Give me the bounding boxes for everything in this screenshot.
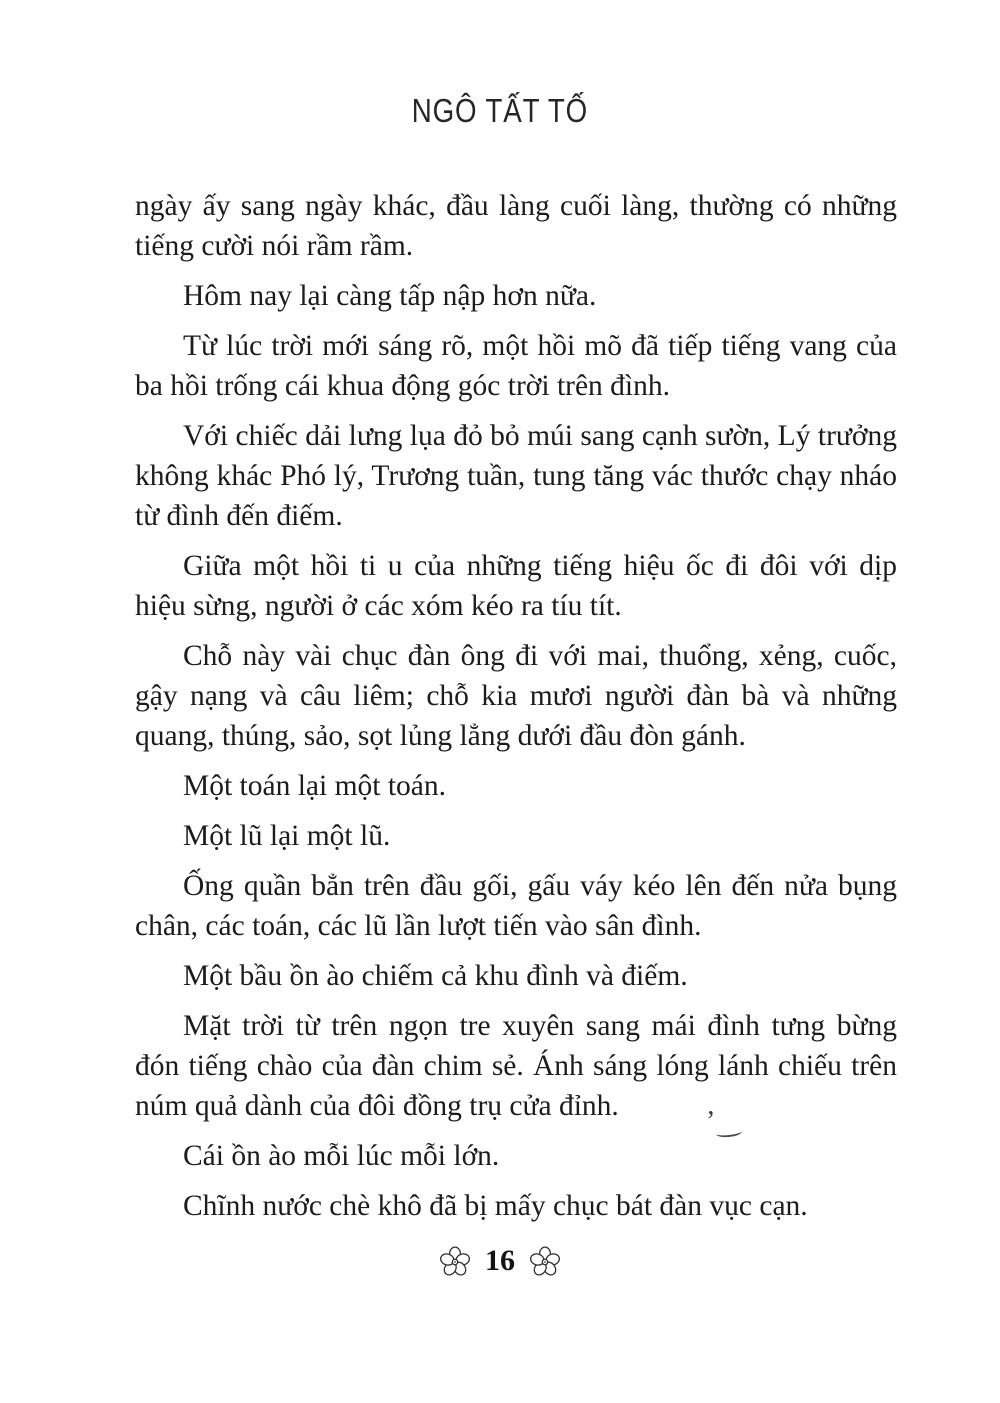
page-body: [135, 186, 897, 1236]
print-artifact-tick: ’: [706, 1106, 716, 1137]
running-header: [0, 92, 1000, 130]
paragraph: Ống quần bẳn trên đầu gối, gấu váy kéo lên đến nửa bụng chân, các toán, các lũ lần lượt tiến vào sân đình.: [135, 870, 897, 942]
page-number: 16: [485, 1244, 515, 1277]
paragraph: Với chiếc dải lưng lụa đỏ bỏ múi sang cạnh sườn, Lý trưởng không khác Phó lý, Trương tuần, tung tăng vác thước chạy nháo từ đình đến điếm.: [135, 420, 897, 532]
paragraph: Mặt trời từ trên ngọn tre xuyên sang mái đình tưng bừng đón tiếng chào của đàn chim sẻ. Ánh sáng lóng lánh chiếu trên núm quả dành của đôi đồng trụ cửa đỉnh.: [135, 1010, 897, 1122]
paragraph: Một toán lại một toán.: [183, 770, 447, 802]
paragraph: Chỗ này vài chục đàn ông đi với mai, thuổng, xẻng, cuốc, gậy nạng và câu liêm; chỗ kia mươi người đàn bà và những quang, thúng, sảo, sọt lủng lẳng dưới đầu đòn gánh.: [135, 640, 897, 752]
paragraph: Giữa một hồi ti u của những tiếng hiệu ốc đi đôi với dịp hiệu sừng, người ở các xóm kéo ra tíu tít.: [135, 550, 897, 622]
paragraph: Một lũ lại một lũ.: [183, 820, 391, 852]
author-name: NGÔ TẤT TỐ: [411, 92, 589, 129]
page-footer: [0, 1245, 1000, 1279]
paragraph: ngày ấy sang ngày khác, đầu làng cuối làng, thường có những tiếng cười nói rầm rầm.: [135, 190, 897, 262]
paragraph: Hôm nay lại càng tấp nập hơn nữa.: [183, 280, 597, 312]
paragraph: Chĩnh nước chè khô đã bị mấy chục bát đàn vục cạn.: [183, 1190, 808, 1222]
flower-ornament-icon: [528, 1245, 562, 1279]
flower-ornament-icon: [438, 1245, 472, 1279]
paragraph: Cái ồn ào mỗi lúc mỗi lớn.: [183, 1140, 500, 1172]
paragraph: Một bầu ồn ào chiếm cả khu đình và điếm.: [183, 960, 688, 992]
paragraph: Từ lúc trời mới sáng rõ, một hồi mõ đã tiếp tiếng vang của ba hồi trống cái khua động góc trời trên đình.: [135, 330, 897, 402]
